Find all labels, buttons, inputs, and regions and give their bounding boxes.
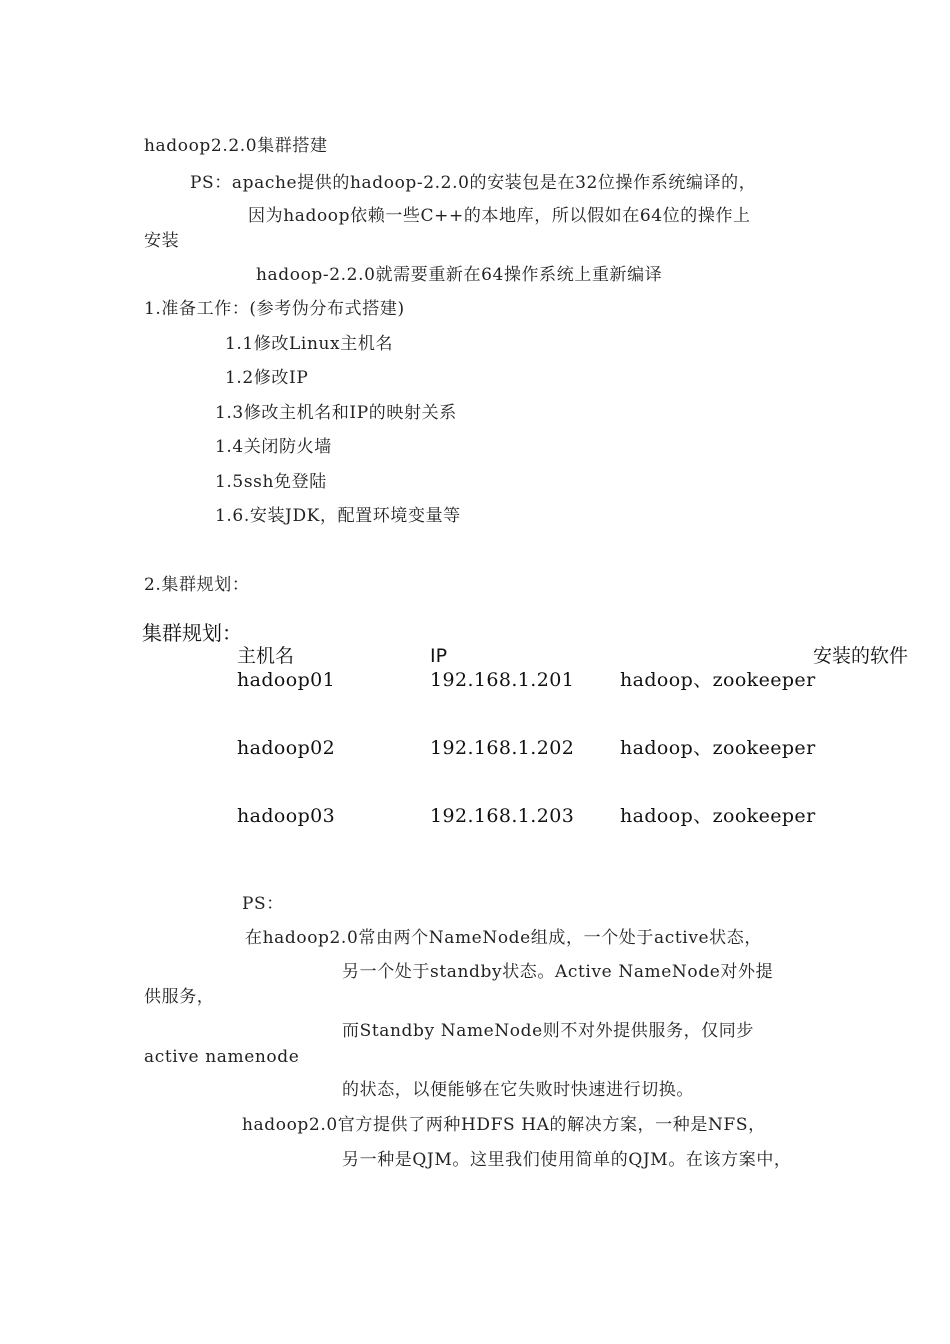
host-cell: hadoop02 <box>237 737 336 759</box>
prep-item: 1.4关闭防火墙 <box>215 437 332 457</box>
prep-item: 1.5ssh免登陆 <box>215 472 327 492</box>
ps-ha-line-5: active namenode <box>144 1047 300 1067</box>
ps-ha-line-2: 另一个处于standby状态。Active NameNode对外提 <box>342 962 774 982</box>
ps-ha-line-7: hadoop2.0官方提供了两种HDFS HA的解决方案，一种是NFS， <box>242 1115 766 1135</box>
ps-intro-line-2: 因为hadoop依赖一些C++的本地库，所以假如在64位的操作上 <box>248 206 751 226</box>
host-cell: hadoop01 <box>237 669 336 691</box>
prep-heading: 1.准备工作：(参考伪分布式搭建) <box>144 299 405 319</box>
prep-item: 1.3修改主机名和IP的映射关系 <box>215 403 457 423</box>
ip-cell: 192.168.1.202 <box>430 737 575 759</box>
column-header-ip: IP <box>430 645 448 667</box>
host-cell: hadoop03 <box>237 805 336 827</box>
ps-ha-line-4: 而Standby NameNode则不对外提供服务，仅同步 <box>342 1021 754 1041</box>
column-header-host: 主机名 <box>237 645 295 667</box>
ps-intro-line-4: hadoop-2.2.0就需要重新在64操作系统上重新编译 <box>256 265 663 285</box>
ps-ha-line-3: 供服务， <box>144 987 215 1007</box>
ps-ha-label: PS： <box>242 894 284 914</box>
prep-item: 1.1修改Linux主机名 <box>225 334 394 354</box>
ip-cell: 192.168.1.201 <box>430 669 575 691</box>
software-cell: hadoop、zookeeper <box>620 669 816 691</box>
ps-ha-line-1: 在hadoop2.0常由两个NameNode组成，一个处于active状态， <box>245 928 762 948</box>
plan-heading: 2.集群规划： <box>144 575 250 595</box>
software-cell: hadoop、zookeeper <box>620 737 816 759</box>
ps-ha-line-8: 另一种是QJM。这里我们使用简单的QJM。在该方案中， <box>342 1150 792 1170</box>
prep-item: 1.6.安装JDK，配置环境变量等 <box>215 506 461 526</box>
ps-intro-line-3: 安装 <box>144 231 180 251</box>
ip-cell: 192.168.1.203 <box>430 805 575 827</box>
document-title: hadoop2.2.0集群搭建 <box>144 136 328 156</box>
column-header-software: 安装的软件 <box>813 645 909 667</box>
ps-intro-line-1: PS：apache提供的hadoop-2.2.0的安装包是在32位操作系统编译的， <box>190 173 757 193</box>
figure-title: 集群规划： <box>142 621 242 645</box>
software-cell: hadoop、zookeeper <box>620 805 816 827</box>
prep-item: 1.2修改IP <box>225 368 309 388</box>
ps-ha-line-6: 的状态，以便能够在它失败时快速进行切换。 <box>342 1080 694 1100</box>
